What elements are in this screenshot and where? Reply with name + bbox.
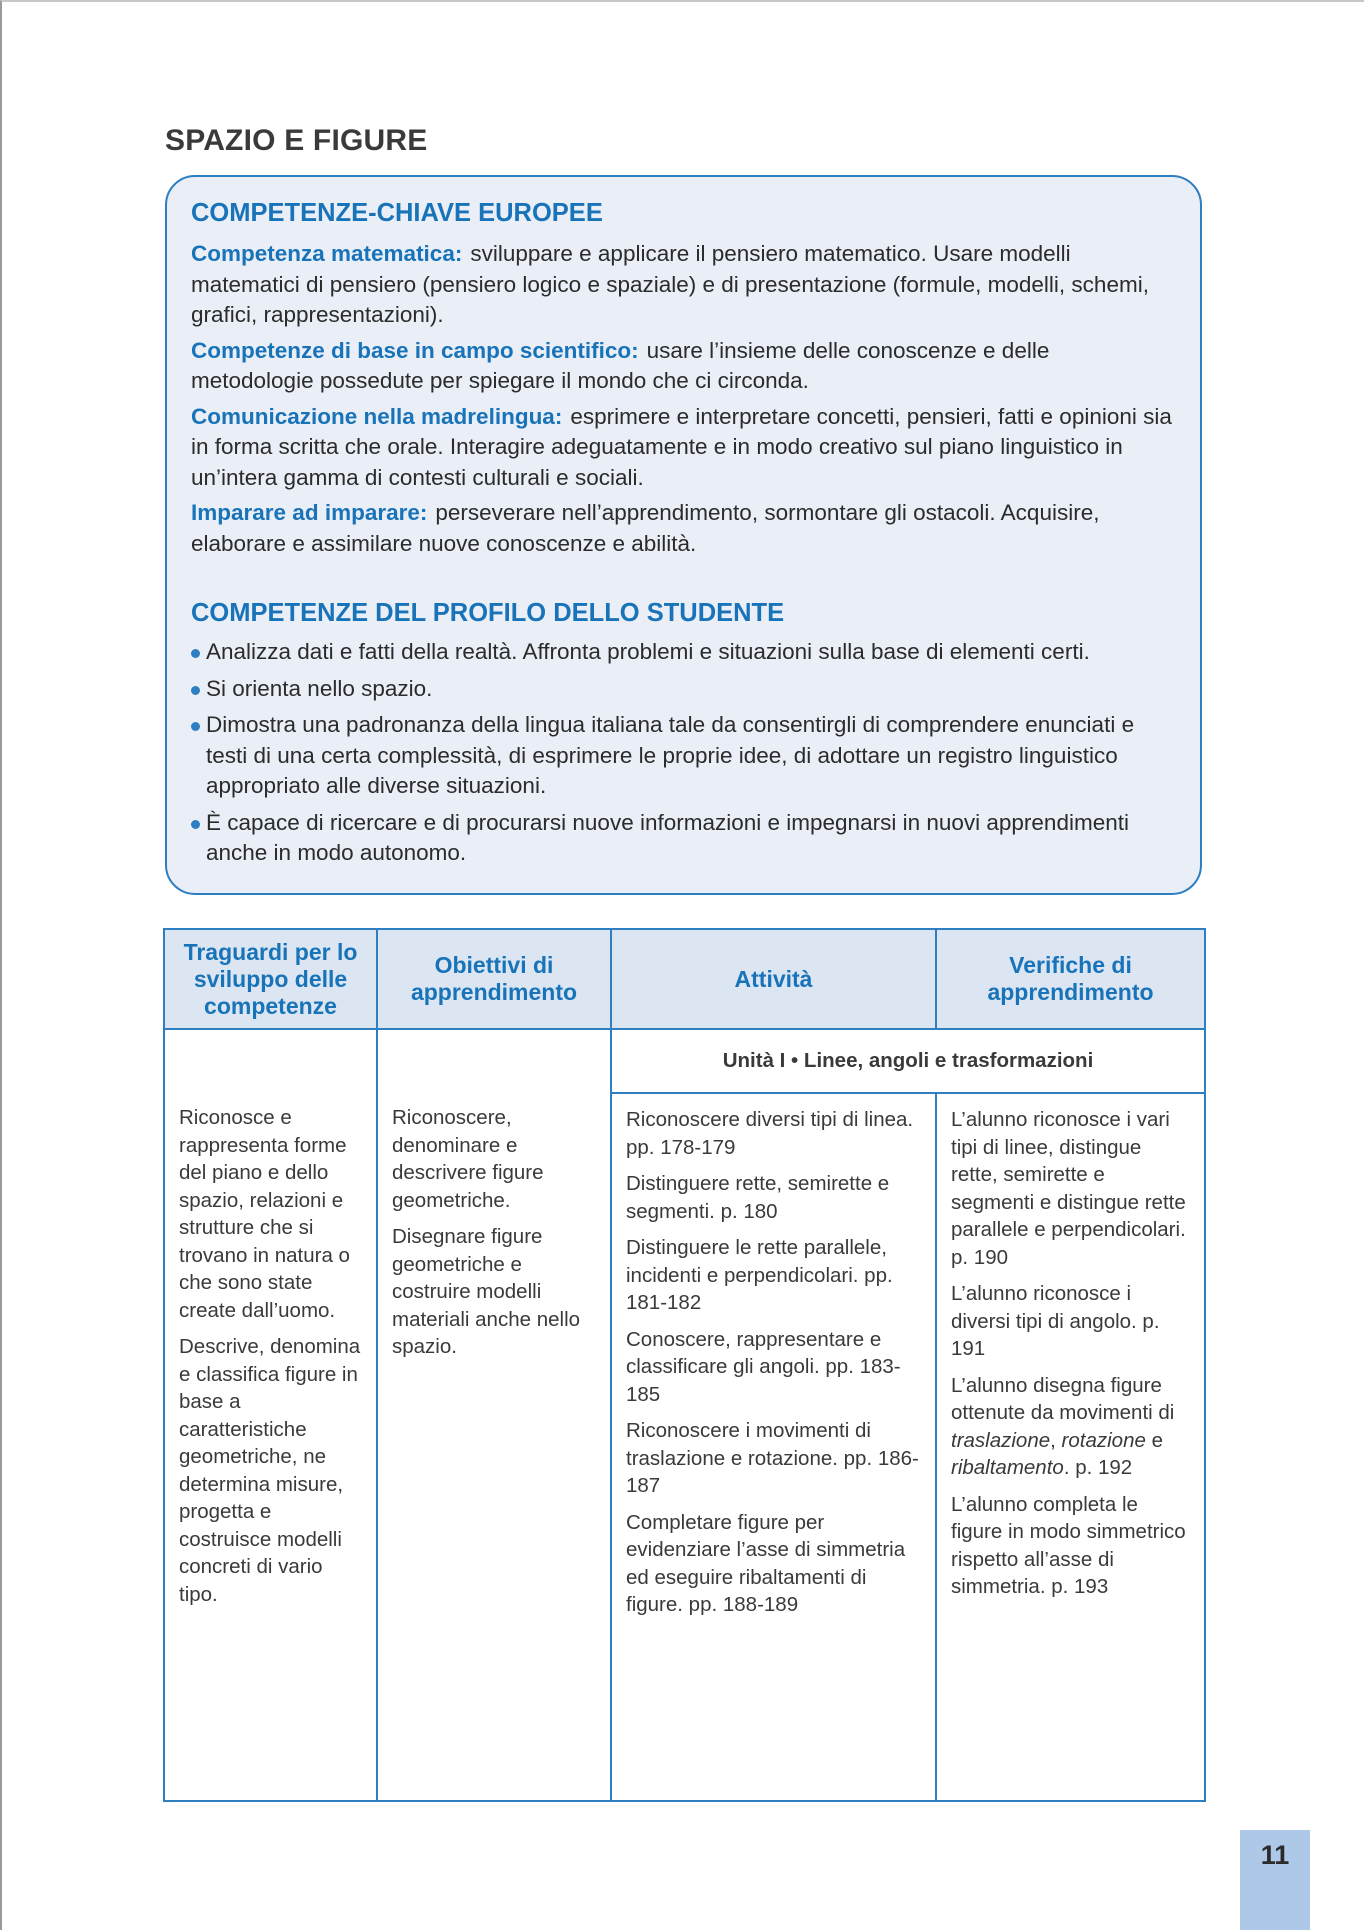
verifiche-paragraph: L’alunno riconosce i diversi tipi di angolo. p. 191 — [951, 1282, 1160, 1360]
profilo-studente-heading: COMPETENZE DEL PROFILO DELLO STUDENTE — [191, 599, 785, 627]
obiettivi-paragraph: Riconoscere, denominare e descrivere figure geometriche. — [392, 1106, 544, 1212]
bullet-text: Si orienta nello spazio. — [206, 675, 433, 701]
competenza-item — [191, 498, 1174, 559]
traguardi-paragraph: Descrive, denomina e classifica figure in base a caratteristiche geometriche, ne determina misure, progetta e costruisce modelli concreti di vario tipo. — [179, 1335, 361, 1606]
bullet-dot-icon — [191, 649, 200, 658]
competenza-term: Competenze di base in campo scientifico: — [191, 337, 639, 363]
table-row — [164, 1029, 1205, 1093]
page-number: 11 — [1240, 1830, 1310, 1930]
competenza-term: Competenza matematica: — [191, 241, 463, 266]
competenze-chiave-heading: COMPETENZE-CHIAVE EUROPEE — [191, 199, 603, 227]
bullet-text: Dimostra una padronanza della lingua italiana tale da consentirgli di comprendere enunciati e testi di una certa complessità, di esprimere le proprie idee, di adottare un registro linguistico appropriato alle diverse situazioni. — [206, 712, 1135, 798]
bullet-item — [191, 637, 1174, 668]
verifiche-paragraph — [951, 1372, 1192, 1482]
header-obiettivi: Obiettivi di apprendimento — [377, 929, 611, 1029]
competenze-chiave-list — [191, 239, 1174, 559]
verifiche-italic: rotazione — [1061, 1428, 1146, 1452]
competenze-box — [165, 175, 1202, 895]
attivita-paragraph: Riconoscere diversi tipi di linea. pp. 178-179 — [626, 1108, 914, 1159]
verifiche-text: e — [1145, 1428, 1163, 1452]
obiettivi-cell — [377, 1029, 611, 1801]
unit-title: Unità I • Linee, angoli e trasformazioni — [611, 1029, 1205, 1093]
section-title: SPAZIO E FIGURE — [165, 124, 428, 157]
traguardi-paragraph: Riconosce e rappresenta forme del piano e dello spazio, relazioni e strutture che si trovano in natura o che sono state create dall’uomo. — [179, 1106, 350, 1322]
attivita-cell — [611, 1093, 936, 1801]
bullet-dot-icon — [191, 820, 200, 829]
attivita-paragraph: Distinguere le rette parallele, incidenti e perpendicolari. pp. 181-182 — [626, 1236, 893, 1314]
bullet-dot-icon — [191, 722, 200, 731]
verifiche-text: , — [1050, 1428, 1062, 1452]
bullet-text: È capace di ricercare e di procurarsi nuove informazioni e impegnarsi in nuovi apprendimenti anche in modo autonomo. — [206, 809, 1129, 865]
bullet-item — [191, 710, 1174, 802]
header-traguardi: Traguardi per lo sviluppo delle competenze — [164, 929, 377, 1029]
competenza-text: perseverare nell’apprendimento, sormontare gli ostacoli. Acquisire, elaborare e assimilare nuove conoscenze e abilità. — [191, 500, 1100, 556]
competenza-text: sviluppare e applicare il pensiero matematico. Usare modelli matematici di pensiero (pensiero logico e spaziale) e di presentazione (formule, modelli, schemi, grafici, rappresentazioni). — [191, 241, 1149, 327]
attivita-paragraph: Riconoscere i movimenti di traslazione e rotazione. pp. 186-187 — [626, 1419, 919, 1497]
bullet-text: Analizza dati e fatti della realtà. Affronta problemi e situazioni sulla base di elementi certi. — [206, 639, 1090, 664]
verifiche-cell — [936, 1093, 1205, 1801]
competenza-item — [191, 239, 1174, 331]
bullet-item — [191, 674, 1174, 705]
competenza-term: Imparare ad imparare: — [191, 500, 428, 525]
profilo-bullet-list — [191, 637, 1174, 869]
attivita-paragraph: Conoscere, rappresentare e classificare gli angoli. pp. 183-185 — [626, 1327, 901, 1406]
obiettivi-paragraph: Disegnare figure geometriche e costruire modelli materiali anche nello spazio. — [392, 1225, 581, 1358]
competenza-item — [191, 402, 1174, 494]
verifiche-text: . p. 192 — [1063, 1456, 1133, 1479]
header-attivita: Attività — [611, 929, 936, 1029]
bullet-dot-icon — [191, 686, 200, 695]
competenza-text: esprimere e interpretare concetti, pensieri, fatti e opinioni sia in forma scritta che orale. Interagire adeguatamente e in modo creativo sul piano linguistico in un’intera gamma di contesti culturali e sociali. — [191, 403, 1172, 490]
competenza-text: usare l’insieme delle conoscenze e delle metodologie possedute per spiegare il mondo che ci circonda. — [191, 337, 1050, 393]
obiettivi-table — [163, 928, 1206, 1802]
competenza-item — [191, 336, 1174, 397]
verifiche-paragraph: L’alunno completa le figure in modo simmetrico rispetto all’asse di simmetria. p. 193 — [951, 1492, 1186, 1598]
verifiche-text: L’alunno disegna figure ottenute da movimenti di — [951, 1373, 1175, 1424]
verifiche-italic: traslazione — [951, 1428, 1051, 1452]
verifiche-paragraph: L’alunno riconosce i vari tipi di linee, distingue rette, semirette e segmenti e distingue rette parallele e perpendicolari. p. 190 — [951, 1108, 1186, 1269]
attivita-paragraph: Distinguere rette, semirette e segmenti. p. 180 — [626, 1172, 890, 1223]
header-verifiche: Verifiche di apprendimento — [936, 929, 1205, 1029]
traguardi-cell — [164, 1029, 377, 1801]
bullet-item — [191, 808, 1174, 869]
table-header-row — [164, 929, 1205, 1029]
attivita-paragraph: Completare figure per evidenziare l’asse di simmetria ed eseguire ribaltamenti di figure. pp. 188-189 — [626, 1510, 906, 1616]
verifiche-italic: ribaltamento — [951, 1456, 1064, 1479]
competenza-term: Comunicazione nella madrelingua: — [191, 403, 563, 429]
